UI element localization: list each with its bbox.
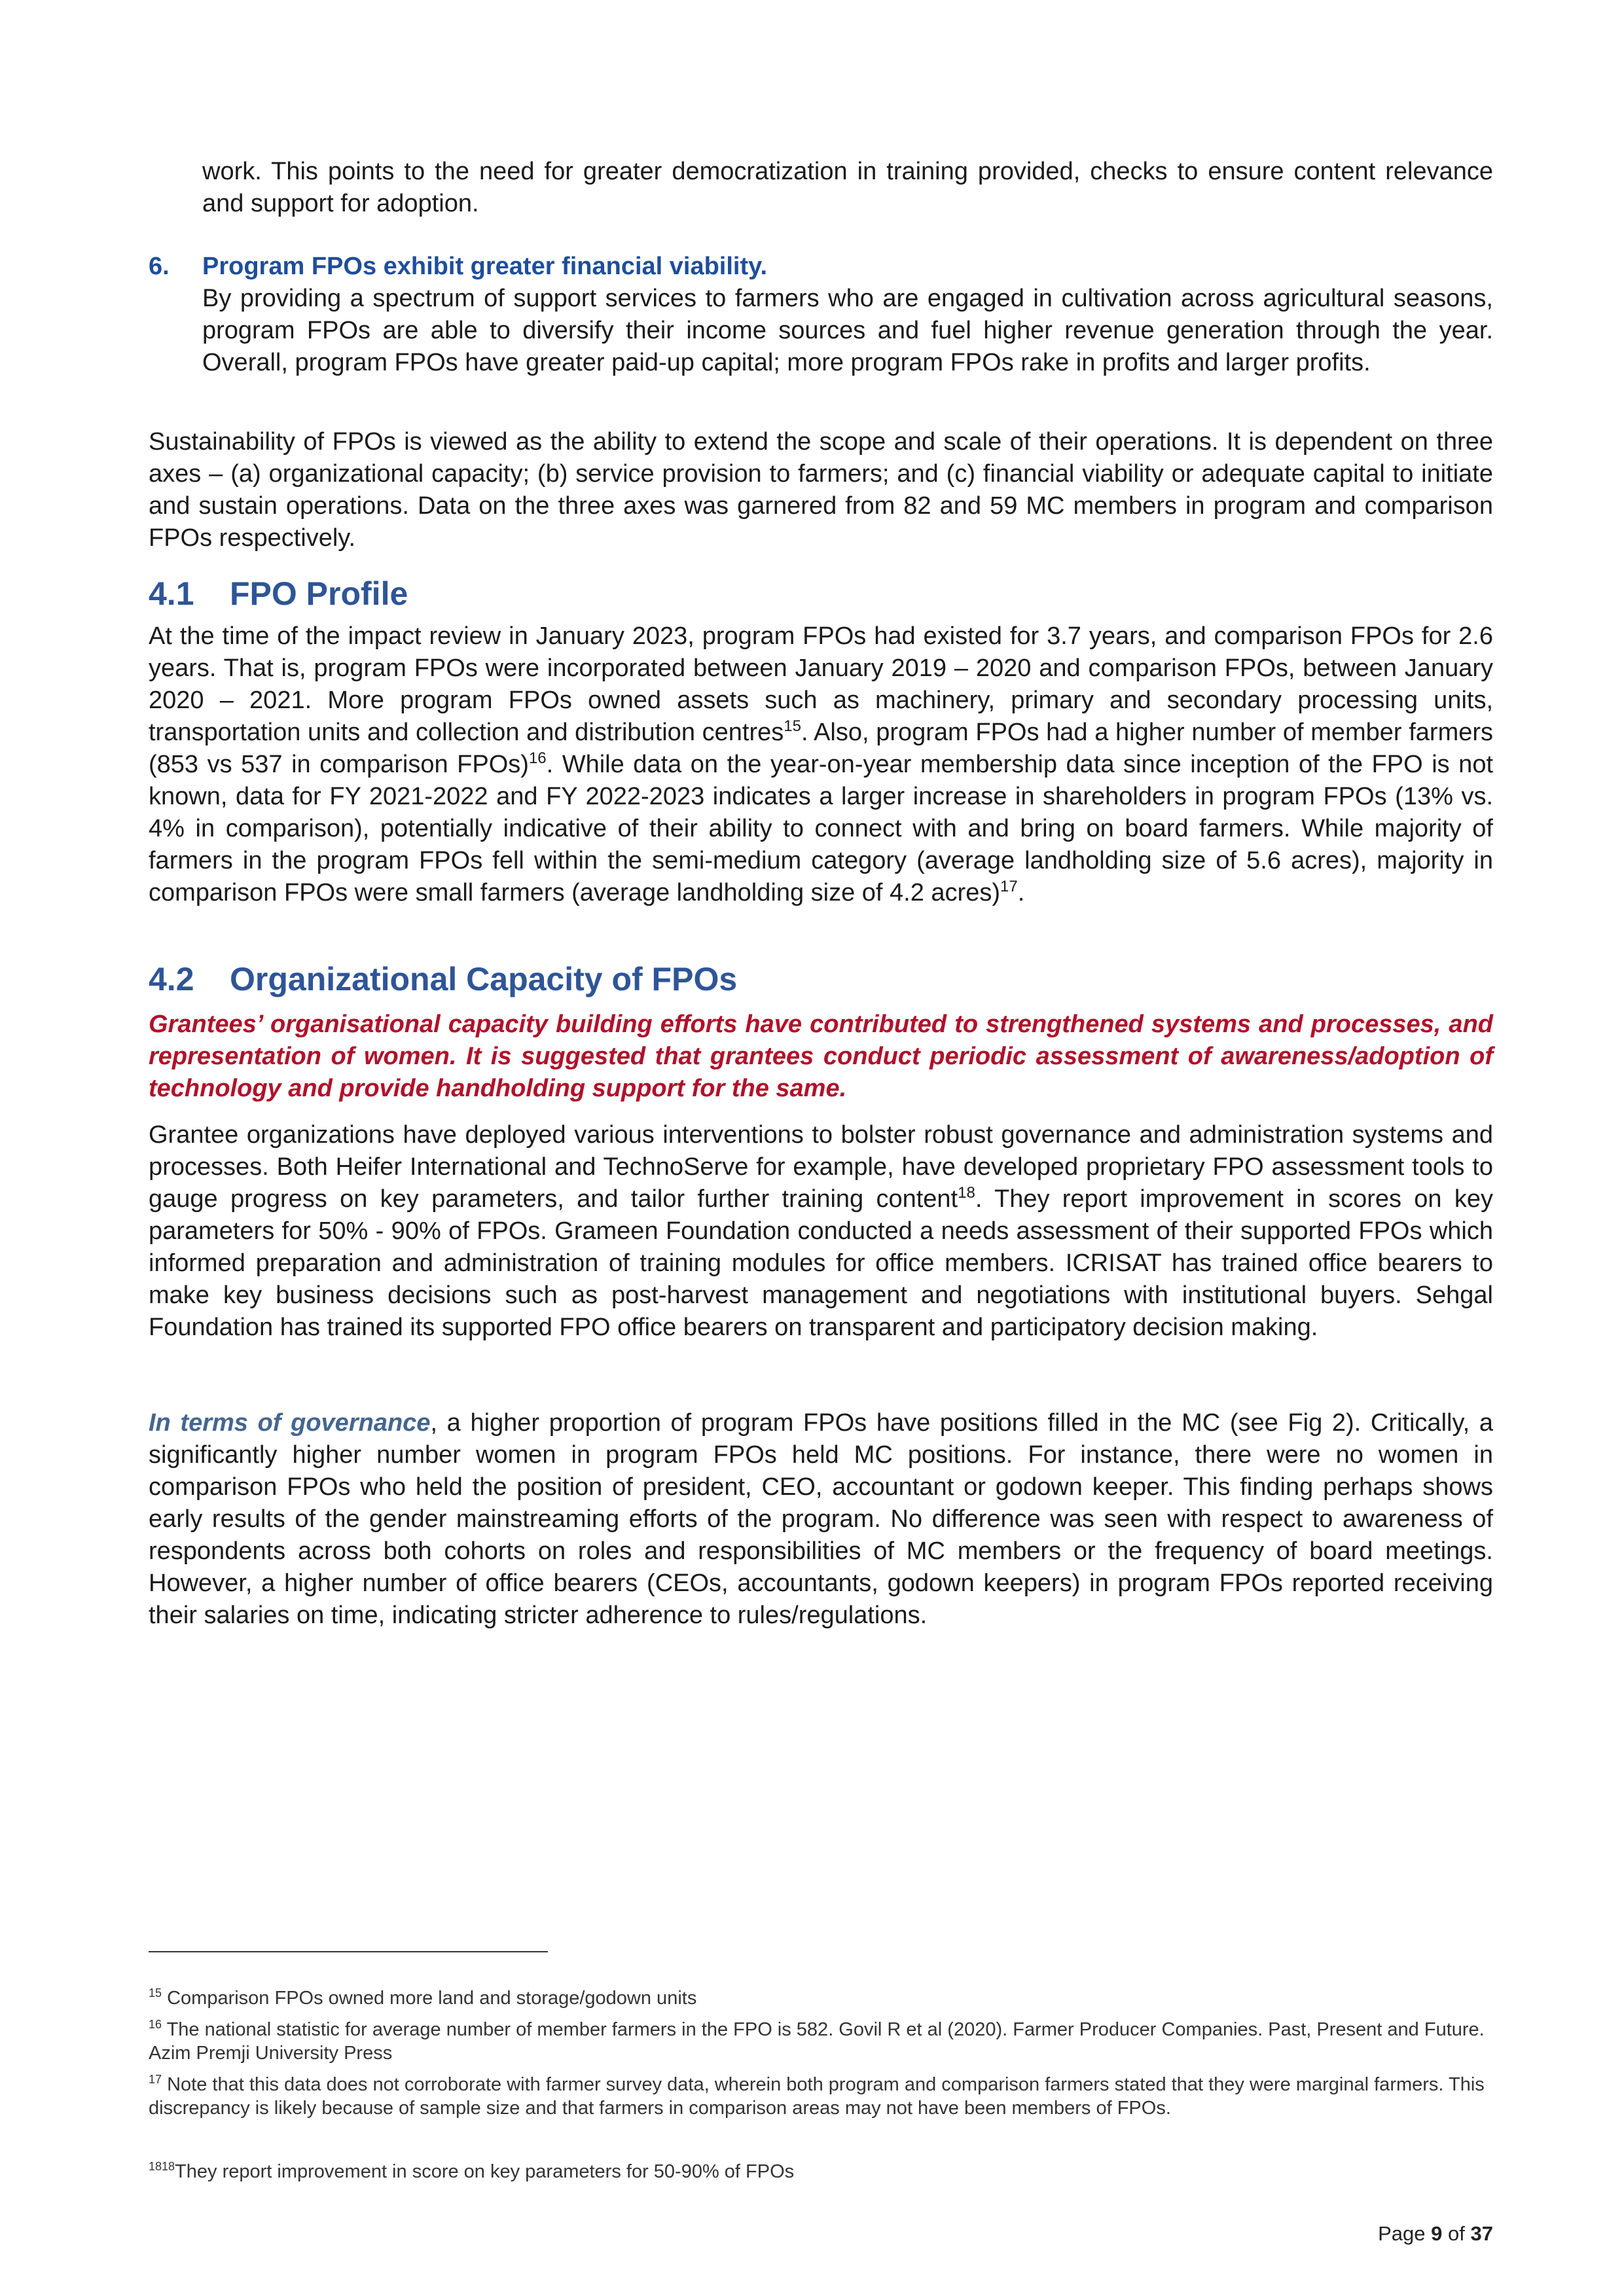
paragraph-lead: In terms of governance (149, 1409, 431, 1437)
paragraph-text: . Also, program FPOs had a higher number of member farmers (853 vs 537 in comparison FPOs) (149, 719, 1494, 778)
footnote-text: The national statistic for average number of member farmers in the FPO is 582. Govil R et al (2020). Farmer Producer Companies. Past, Present and Future. Azim Premji University Press (149, 2019, 1485, 2064)
fpo-profile-paragraph (149, 620, 1493, 909)
list-item-heading: Program FPOs exhibit greater financial viability. (202, 253, 767, 280)
grantee-interventions-paragraph (149, 1119, 1493, 1344)
footnote-ref[interactable]: 16 (528, 749, 547, 767)
footnote-mark: 1818 (149, 2160, 175, 2173)
footnote-mark: 17 (149, 2073, 162, 2086)
footnote-mark: 16 (149, 2018, 162, 2031)
page-number (1378, 2222, 1493, 2246)
paragraph-text: At the time of the impact review in January 2023, program FPOs had existed for 3.7 years, and comparison FPOs for 2.6 years. That is, program FPOs were incorporated between January 2019 – 2020 and comparison FPOs, between January 2020 – 2021. More program FPOs owned assets such as machinery, primary and secondary processing units, transportation units and collection and distribution centres (149, 622, 1493, 746)
section-heading-4-2 (149, 960, 737, 999)
section-title: Organizational Capacity of FPOs (230, 961, 738, 997)
paragraph-text: Grantee organizations have deployed various interventions to bolster robust governance and administration systems and processes. Both Heifer International and TechnoServe for example, have developed proprietary FPO assessment tools to gauge progress on key parameters, and tailor further training content (149, 1121, 1493, 1213)
footnote-ref[interactable]: 18 (958, 1184, 975, 1202)
footnote-ref[interactable]: 15 (784, 717, 801, 735)
footnote (149, 1986, 1493, 2010)
sustainability-paragraph: Sustainability of FPOs is viewed as the ability to extend the scope and scale of their operations. It is dependent on three axes – (a) organizational capacity; (b) service provision to farmers; and (c) financial viability or adequate capital to initiate and sustain operations. Data on the three axes was garnered from 82 and 59 MC members in program and comparison FPOs respectively. (149, 428, 1493, 552)
governance-paragraph (149, 1407, 1493, 1632)
paragraph-text: . They report improvement in scores on key parameters for 50% - 90% of FPOs. Grameen Foundation conducted a needs assessment of their supported FPOs which informed preparation and administration of training modules for office members. ICRISAT has trained office bearers to make key business decisions such as post-harvest management and negotiations with institutional buyers. Sehgal Foundation has trained its supported FPO office bearers on transparent and participatory decision making. (149, 1185, 1493, 1341)
footnote (149, 2160, 1493, 2183)
footnote-mark: 15 (149, 1986, 162, 2000)
section-number: 4.1 (149, 575, 194, 612)
page-label: Page (1378, 2222, 1426, 2245)
footnote-text: Comparison FPOs owned more land and storage/godown units (167, 1988, 697, 2009)
footnote-text: Note that this data does not corroborate with farmer survey data, wherein both program and comparison farmers stated that they were marginal farmers. This discrepancy is likely because of sample size and that farmers in comparison areas may not have been members of FPOs. (149, 2074, 1485, 2119)
paragraph-text: , a higher proportion of program FPOs have positions filled in the MC (see Fig 2). Critically, a significantly higher number women in program FPOs held MC positions. For instance, there were no women in comparison FPOs who held the position of president, CEO, accountant or godown keeper. This finding perhaps shows early results of the gender mainstreaming efforts of the program. No difference was seen with respect to awareness of respondents across both cohorts on roles and responsibilities of MC members or the frequency of board meetings. However, a higher number of office bearers (CEOs, accountants, godown keepers) in program FPOs reported receiving their salaries on time, indicating stricter adherence to rules/regulations. (149, 1409, 1493, 1629)
footnote-ref[interactable]: 17 (1000, 878, 1018, 895)
section-title: FPO Profile (230, 575, 408, 612)
footnote (149, 2018, 1493, 2065)
footnote-separator (149, 1951, 548, 1952)
continuation-paragraph: work. This points to the need for greater democratization in training provided, checks to ensure content relevance and support for adoption. (202, 158, 1493, 217)
list-item-body: By providing a spectrum of support services to farmers who are engaged in cultivation across agricultural seasons, program FPOs are able to diversify their income sources and fuel higher revenue generation through the year. Overall, program FPOs have greater paid-up capital; more program FPOs rake in profits and larger profits. (202, 285, 1493, 376)
section-heading-4-1 (149, 574, 408, 613)
current-page: 9 (1431, 2222, 1443, 2245)
total-pages: 37 (1470, 2222, 1493, 2245)
list-number: 6. (149, 253, 170, 280)
key-finding-callout: Grantees’ organisational capacity building efforts have contributed to strengthened systems and processes, and representation of women. It is suggested that grantees conduct periodic assessment of awareness/adoption of technology and provide handholding support for the same. (149, 1011, 1493, 1102)
page-of-label: of (1448, 2222, 1465, 2245)
section-number: 4.2 (149, 961, 194, 997)
paragraph-text: . (1017, 879, 1025, 906)
footnote (149, 2073, 1493, 2120)
footnote-text: They report improvement in score on key parameters for 50-90% of FPOs (175, 2161, 795, 2182)
paragraph-text: . While data on the year-on-year membership data since inception of the FPO is not known, data for FY 2021-2022 and FY 2022-2023 indicates a larger increase in shareholders in program FPOs (13% vs. 4% in comparison), potentially indicative of their ability to connect with and bring on board farmers. While majority of farmers in the program FPOs fell within the semi-medium category (average landholding size of 5.6 acres), majority in comparison FPOs were small farmers (average landholding size of 4.2 acres) (149, 751, 1494, 906)
